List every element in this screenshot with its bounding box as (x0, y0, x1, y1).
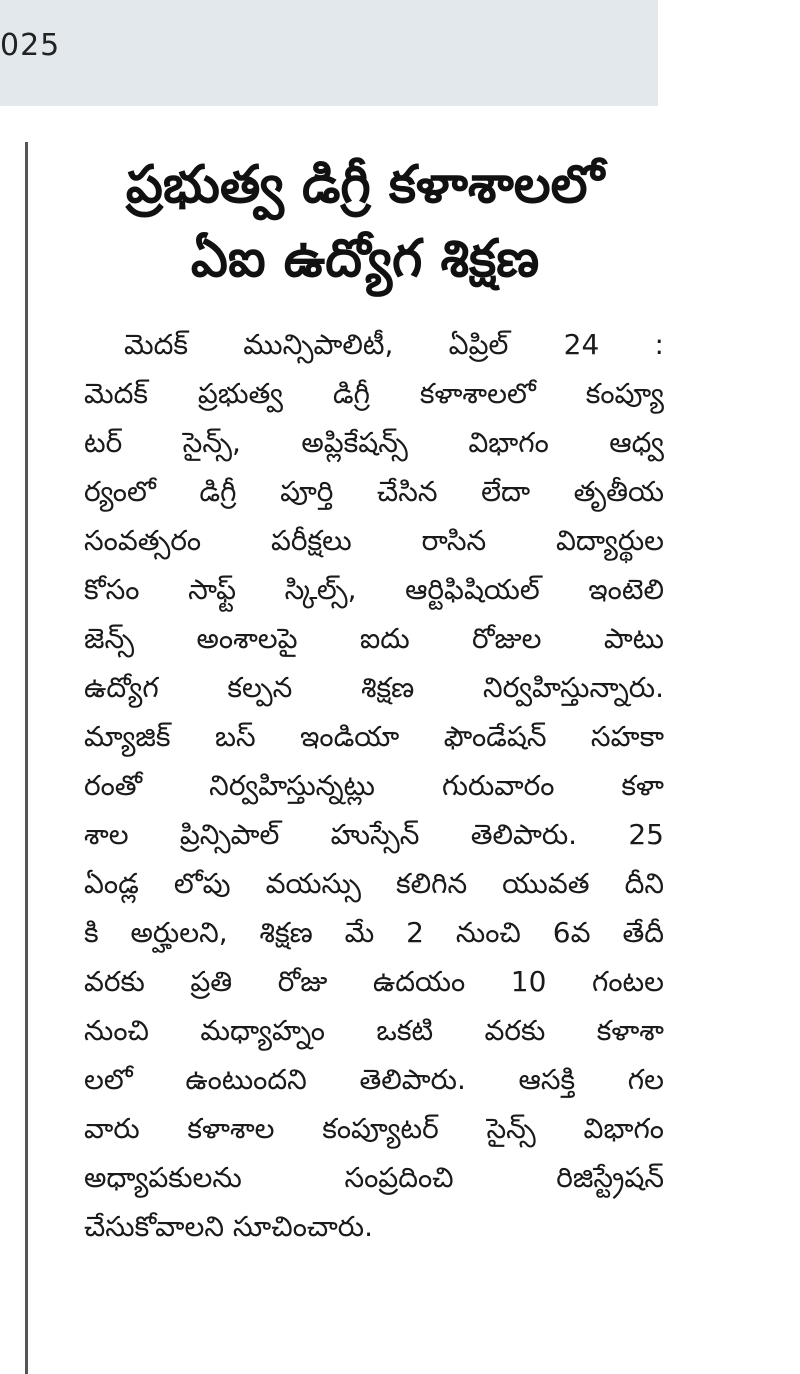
body-line: మెదక్ ప్రభుత్వ డిగ్రీ కళాశాలలో కంప్యూ (84, 377, 664, 410)
column-divider (25, 142, 28, 1374)
date-fragment: 025 (0, 28, 61, 63)
body-line: లలో ఉంటుందని తెలిపారు. ఆసక్తి గల (84, 1063, 664, 1096)
body-line: నుంచి మధ్యాహ్నం ఒకటి వరకు కళాశా (84, 1014, 664, 1047)
body-line: వరకు ప్రతి రోజు ఉదయం 10 గంటల (84, 965, 664, 998)
body-line: ఉద్యోగ కల్పన శిక్షణ నిర్వహిస్తున్నారు. (84, 671, 664, 704)
body-line: మ్యాజిక్ బస్ ఇండియా ఫౌండేషన్ సహకా (84, 720, 664, 753)
article-body (84, 320, 664, 1251)
body-line: సంవత్సరం పరీక్షలు రాసిన విద్యార్థుల (84, 524, 664, 557)
body-line: టర్ సైన్స్, అప్లికేషన్స్ విభాగం ఆధ్వ (84, 426, 664, 459)
header-band (0, 0, 658, 106)
body-line: అధ్యాపకులను సంప్రదించి రిజిస్ట్రేషన్ (84, 1161, 664, 1194)
body-line: జెన్స్ అంశాలపై ఐదు రోజుల పాటు (84, 622, 664, 655)
headline (60, 148, 670, 296)
body-line: కి అర్హులని, శిక్షణ మే 2 నుంచి 6వ తేదీ (84, 916, 664, 949)
body-line: కోసం సాఫ్ట్ స్కిల్స్, ఆర్టిఫిషియల్ ఇంటెలి (84, 573, 664, 606)
body-line: మెదక్ మున్సిపాలిటీ, ఏప్రిల్ 24 : (124, 328, 664, 361)
body-line: ర్యంలో డిగ్రీ పూర్తి చేసిన లేదా తృతీయ (84, 475, 664, 508)
body-line: చేసుకోవాలని సూచించారు. (84, 1210, 373, 1243)
body-line: వారు కళాశాల కంప్యూటర్ సైన్స్ విభాగం (84, 1112, 664, 1145)
headline-line: ఏఐ ఉద్యోగ శిక్షణ (190, 229, 540, 289)
headline-line: ప్రభుత్వ డిగ్రీ కళాశాలలో (125, 155, 605, 215)
body-line: రంతో నిర్వహిస్తున్నట్లు గురువారం కళా (84, 769, 664, 802)
body-line: శాల ప్రిన్సిపాల్ హుస్సేన్ తెలిపారు. 25 (84, 818, 664, 851)
body-line: ఏండ్ల లోపు వయస్సు కలిగిన యువత దీని (84, 867, 664, 900)
